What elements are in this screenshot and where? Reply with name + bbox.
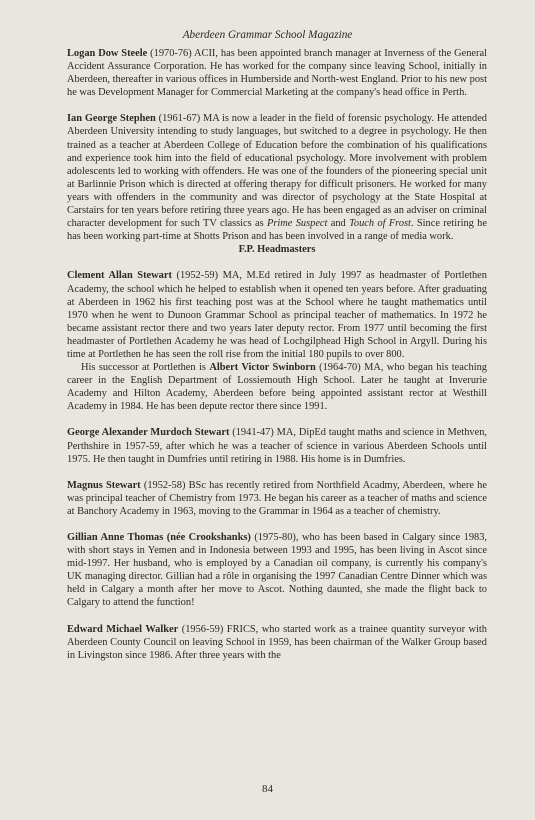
entry-text: (1952-58) BSc has recently retired from Northfield Acadmy, Aberdeen, where he was principal teacher of Chemistry from 1973. He began his career as a teacher of maths and science at Banchory Academy in 1963, moving to the Grammar in 1964 as a teacher of chemistry. (67, 479, 487, 517)
entry-name: George Alexander Murdoch Stewart (67, 427, 230, 439)
entry-stewart-clement (67, 269, 487, 361)
entry-name: Edward Michael Walker (67, 623, 179, 635)
entry-text: His successor at Portlethen is (81, 362, 210, 374)
entry-text: (1975-80), who has been based in Calgary since 1983, with short stays in Yemen and in Indonesia between 1993 and 1995, has been living in Ascot since mid-1997. Her husband, who is employed by a Canadian oil company, is currently his company's UK managing director. Gillian had a rôle in organising the 1997 Canadian Centre Dinner which was held in Calgary a month after her move to Ascot. Nothing daunted, she made the flight back to Calgary to attend the function! (67, 532, 488, 609)
entry-stewart-george (67, 426, 487, 465)
entry-name: Logan Dow Steele (67, 48, 148, 59)
entry-name: Clement Allan Stewart (67, 270, 172, 282)
entry-text: (1956-59) FRICS, who started work as a trainee quantity surveyor with Aberdeen County Council on leaving School in 1959, has been chairman of the Walker Group based in Livingston since 1986. After three years with the (67, 623, 487, 661)
entry-text: . Since retiring he has been working part-time at Shotts Prison and has been involved in a range of media work. (67, 218, 487, 243)
tv-title-prime-suspect: Prime Suspect (266, 218, 328, 230)
entry-name: Ian George Stephen (67, 113, 156, 125)
entry-walker (67, 623, 487, 662)
tv-title-touch-of-frost: Touch of Frost (349, 218, 411, 230)
entry-text: (1964-70) MA, who began his teaching career in the English Department of Lossiemouth High School. Later he taught at Inverurie Academy and Hilton Academy, Aberdeen before being appointed assistant rector at Westhill Academy in 1984. He has been depute rector there since 1991. (67, 362, 487, 413)
entry-text: (1970-76) ACII, has been appointed branch manager at Inverness of the General Accident Assurance Corporation. He has worked for the company since leaving School, initially in Aberdeen, thereafter in various offices in Humberside and North-west England. Prior to his new post he was Development Manager for Commercial Marketing at the company's head office in Perth. (67, 48, 487, 99)
entry-text: (1941-47) MA, DipEd taught maths and science in Methven, Perthshire in 1957-59, after which he was a teacher of science in various Aberdeen Schools until 1975. He then taught in Dumfries until retiring in 1988. His home is in Dumfries. (67, 427, 487, 465)
entry-name: Magnus Stewart (67, 479, 141, 491)
entry-text: and (327, 218, 350, 230)
entry-stewart-magnus (67, 479, 487, 518)
running-header: Aberdeen Grammar School Magazine (182, 29, 353, 41)
entry-name: Albert Victor Swinborn (209, 362, 316, 374)
page-number: 84 (262, 783, 273, 795)
entry-name: Gillian Anne Thomas (née Crookshanks) (67, 532, 251, 543)
entry-stephen (67, 112, 487, 243)
section-heading: F.P. Headmasters (238, 244, 316, 256)
entry-thomas (67, 531, 487, 610)
page-body (67, 47, 487, 662)
entry-text: (1952-59) MA, M.Ed retired in July 1997 as headmaster of Portlethen Academy, the school which he helped to establish when it opened ten years before. After graduating at Aberdeen in 1962 his first teaching post was at the School where he taught mathematics until 1970 when he went to Dunoon Grammar School as principal teacher of mathematics. In 1972 he became assistant rector there and two years later deputy rector. From 1977 until becoming the first headmaster of Portlethen Academy he was head of Lochgilphead High School in Argyll. During his time at Portlethen he has seen the roll rise from the initial 180 pupils to over 800. (67, 270, 487, 360)
entry-steele (67, 47, 487, 99)
entry-text: (1961-67) MA is now a leader in the field of forensic psychology. He attended Aberdeen University intending to study languages, but switched to a degree in psychology. He then trained as a teacher at Aberdeen College of Education before the combination of his qualifications and experience took him into the field of educational psychology. More involvement with problem adolescents led to working with offenders. He was one of the founders of the pioneering special unit at Barlinnie Prison which is directed at offering therapy for difficult prisoners. He worked for many years with offenders in the community and was director of psychology at the State Hospital at Carstairs for ten years before retiring three years ago. He has been engaged as an adviser on criminal character development for such TV classics as (67, 113, 488, 230)
entry-swinborn (67, 361, 487, 413)
